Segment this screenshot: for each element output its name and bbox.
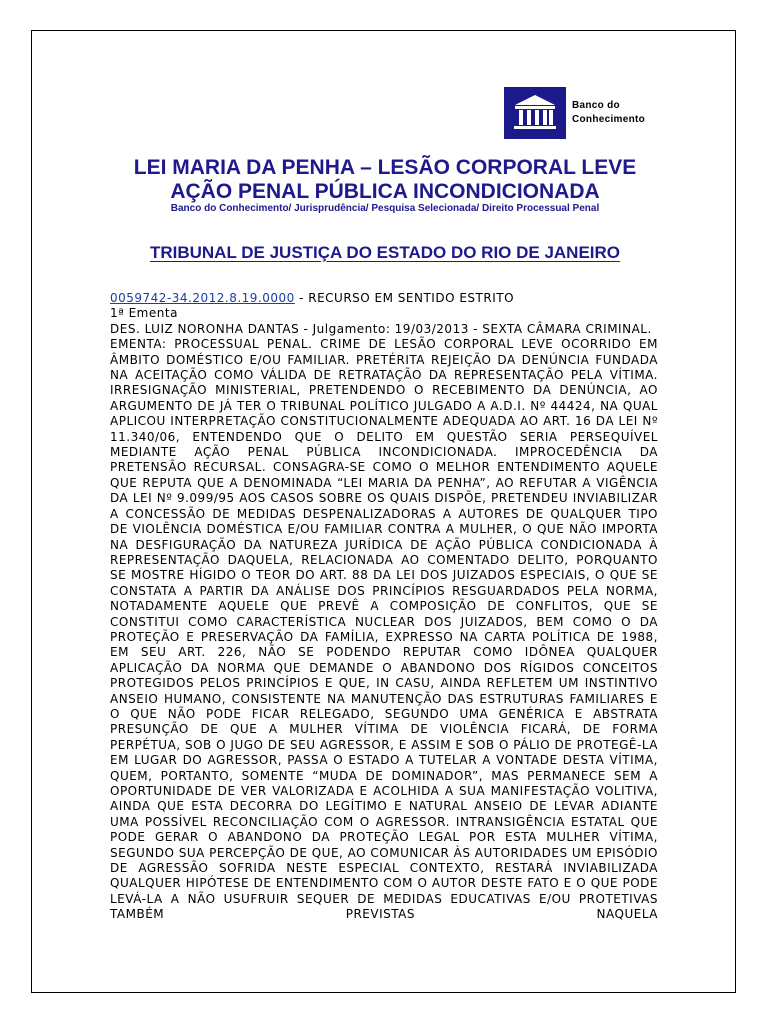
case-number-link[interactable]: 0059742-34.2012.8.19.0000 xyxy=(110,291,295,305)
breadcrumb: Banco do Conhecimento/ Jurisprudência/ Pesquisa Selecionada/ Direito Processual Penal xyxy=(170,203,600,214)
logo-text-line2: Conhecimento xyxy=(572,114,646,125)
logo xyxy=(502,85,658,141)
document-body xyxy=(110,291,658,923)
case-line xyxy=(110,291,658,306)
logo-text-line1: Banco do xyxy=(572,100,620,111)
ementa-number: 1ª Ementa xyxy=(110,306,178,321)
judge-line: DES. LUIZ NORONHA DANTAS - Julgamento: 19/03/2013 - SEXTA CÂMARA CRIMINAL. xyxy=(110,321,652,336)
temple-icon xyxy=(504,87,566,139)
ementa-text: EMENTA: PROCESSUAL PENAL. CRIME DE LESÃO CORPORAL LEVE OCORRIDO EM ÂMBITO DOMÉSTICO E/OU FAMILIAR. PRETÉRITA REJEIÇÃO DA DENÚNCIA FUNDADA NA ACEITAÇÃO COMO VÁLIDA DE RETRATAÇÃO DA REPRESENTAÇÃO PELA VÍTIMA. IRRESIGNAÇÃO MINISTERIAL, PRETENDENDO O RECEBIMENTO DA DENÚNCIA, AO ARGUMENTO DE JÁ TER O TRIBUNAL POLÍTICO JULGADO A A.D.I. Nº 44424, NA QUAL APLICOU INTERPRETAÇÃO CONSTITUCIONALMENTE ADEQUADA AO ART. 16 DA LEI Nº 11.340/06, ENTENDENDO QUE O DELITO EM QUESTÃO SERIA PERSEQUÍVEL MEDIANTE AÇÃO PENAL PÚBLICA INCONDICIONADA. IMPROCEDÊNCIA DA PRETENSÃO RECURSAL. CONSAGRA-SE COMO O MELHOR ENTENDIMENTO AQUELE QUE REPUTA QUE A DENOMINADA “LEI MARIA DA PENHA”, AO REFUTAR A VIGÊNCIA DA LEI Nº 9.099/95 AOS CASOS SOBRE OS QUAIS DISPÕE, PRETENDEU INVIABILIZAR A CONCESSÃO DE MEDIDAS DESPENALIZADORAS A AUTORES DE QUALQUER TIPO DE VIOLÊNCIA DOMÉSTICA E/OU FAMILIAR CONTRA A MULHER, O QUE NÃO IMPORTA NA DESFIGURAÇÃO DA NATUREZA JURÍDICA DE AÇÃO PÚBLICA CONDICIONADA À REPRESENTAÇÃO DAQUELA, RELACIONADA AO COMENTADO DELITO, PORQUANTO SE MOSTRE HÍGIDO O TEOR DO ART. 88 DA LEI DOS JUIZADOS ESPECIAIS, O QUE SE CONSTATA A PARTIR DA ANÁLISE DOS PRINCÍPIOS RESGUARDADOS PELA NORMA, NOTADAMENTE AQUELE QUE PREVÊ A COMPOSIÇÃO DE CONFLITOS, QUE SE CONSTITUI COMO CARACTERÍSTICA NUCLEAR DOS JUIZADOS, BEM COMO O DA PROTEÇÃO E PRESERVAÇÃO DA FAMÍLIA, EXPRESSO NA CARTA POLÍTICA DE 1988, EM SEU ART. 226, NÃO SE PODENDO REPUTAR COMO IDÔNEA QUALQUER APLICAÇÃO DA NORMA QUE DEMANDE O ABANDONO DOS RÍGIDOS CONCEITOS PROTEGIDOS PELOS PRINCÍPIOS E QUE, IN CASU, AINDA REFLETEM UM INSTINTIVO ANSEIO HUMANO, CONSISTENTE NA MANUTENÇÃO DAS ESTRUTURAS FAMILIARES E O QUE NÃO PODE FICAR RELEGADO, SEGUNDO UMA GENÉRICA E ABSTRATA PRESUNÇÃO DE QUE A MULHER VÍTIMA DE VIOLÊNCIA FICARÁ, DE FORMA PERPÉTUA, SOB O JUGO DE SEU AGRESSOR, E ASSIM E SOB O PÁLIO DE PROTEGÊ-LA EM LUGAR DO AGRESSOR, PASSA O ESTADO A TUTELAR A VONTADE DESTA VÍTIMA, QUEM, PORTANTO, SOMENTE “MUDA DE DOMINADOR”, MAS PERMANECE SEM A OPORTUNIDADE DE VER VALORIZADA E ACOLHIDA A SUA MANIFESTAÇÃO VOLITIVA, AINDA QUE ESTA DECORRA DO LEGÍTIMO E NATURAL ANSEIO DE LEVAR ADIANTE UMA POSSÍVEL RECONCILIAÇÃO COM O AGRESSOR. INTRANSIGÊNCIA ESTATAL QUE PODE GERAR O ABANDONO DA PROTEÇÃO LEGAL POR ESTA MULHER VÍTIMA, SEGUNDO SUA PERCEPÇÃO DE QUE, AO COMUNICAR ÀS AUTORIDADES UM EPISÓDIO DE AGRESSÃO SOFRIDA NESTE ESPECIAL CONTEXTO, RESTARÁ INVIABILIZADA QUALQUER HIPÓTESE DE ENTENDIMENTO COM O AUTOR DESTE FATO E O QUE PODE LEVÁ-LA A NÃO USUFRUIR SEQUER DE MEDIDAS EDUCATIVAS E/OU PROTETIVAS TAMBÉM PREVISTAS NAQUELA xyxy=(110,337,658,922)
logo-text xyxy=(572,99,645,127)
court-heading: TRIBUNAL DE JUSTIÇA DO ESTADO DO RIO DE JANEIRO xyxy=(149,243,621,262)
document-title-line1: LEI MARIA DA PENHA – LESÃO CORPORAL LEVE xyxy=(133,156,637,179)
case-type: - RECURSO EM SENTIDO ESTRITO xyxy=(294,291,515,305)
document-title-line2: AÇÃO PENAL PÚBLICA INCONDICIONADA xyxy=(170,180,600,203)
